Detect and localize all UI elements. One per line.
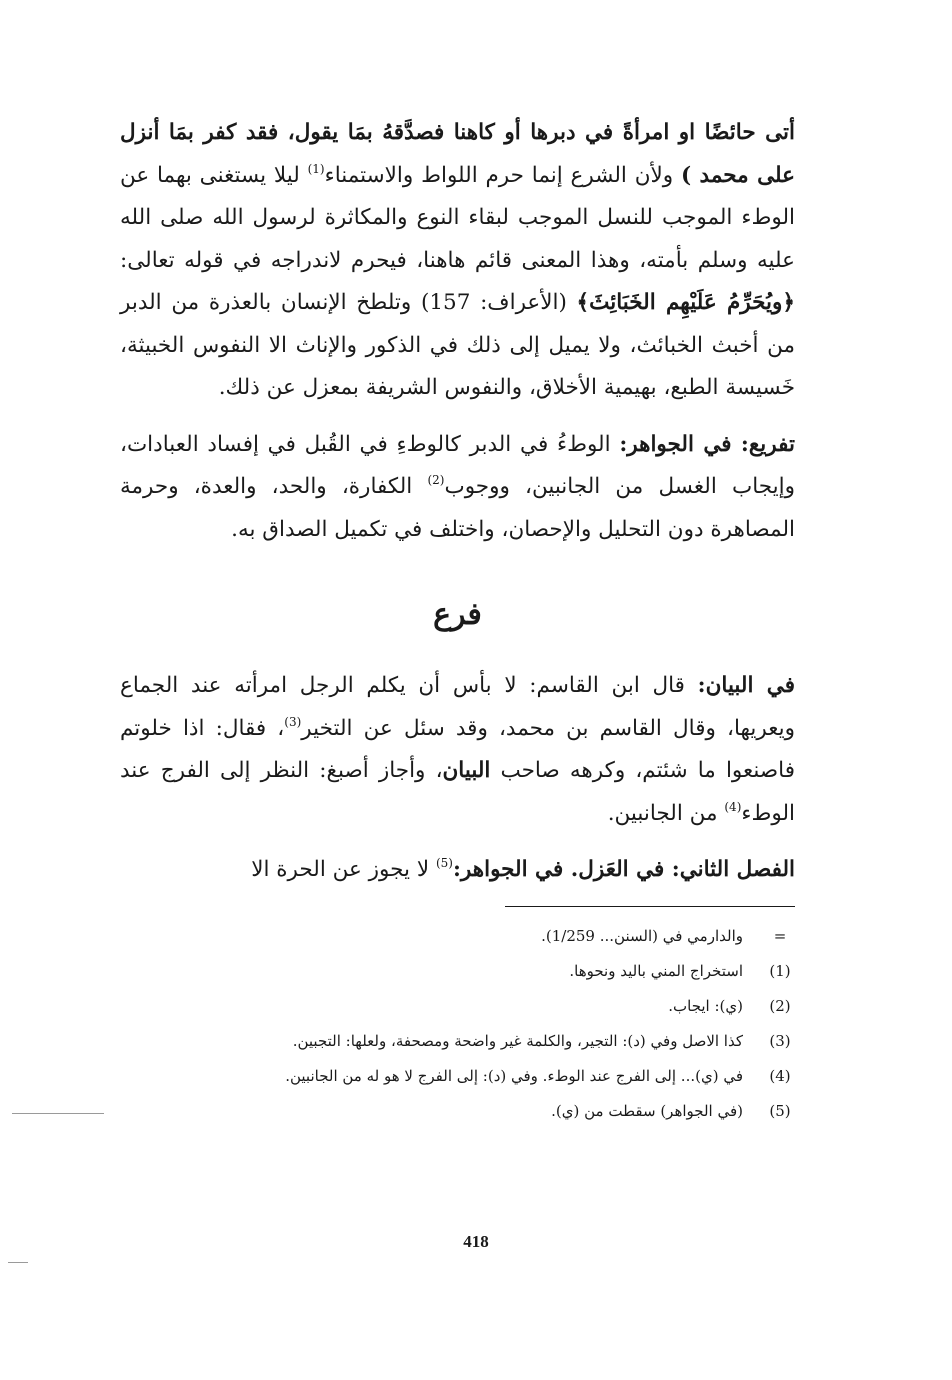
scan-margin-mark <box>8 1262 28 1263</box>
footnote-mark: (1) <box>769 961 791 980</box>
text: لا يجوز عن الحرة الا <box>251 857 436 882</box>
paragraph-1 <box>120 112 795 410</box>
footnote-ref-3[interactable]: (3) <box>284 714 302 729</box>
footnote-text: والدارمي في (السنن... 1/259). <box>541 926 743 945</box>
source-name: البيان <box>442 758 491 783</box>
footnote-mark: (5) <box>769 1101 791 1120</box>
footnote-item <box>120 1059 795 1094</box>
page-body <box>120 112 795 1129</box>
chapter-label: الفصل الثاني: في العَزل. في الجواهر: <box>452 857 795 882</box>
text: ، فقال: اذا خلوتم فاصنعوا ما شئتم، وكرهه صاحب <box>120 715 795 783</box>
source-label: في البيان: <box>697 673 795 698</box>
footnote-text: (ي): ايجاب. <box>668 996 743 1015</box>
text: الوطءُ في الدبر كالوطءِ في القُبل في إفساد العبادات، وإيجاب الغسل من الجانبين، ووجوب <box>120 431 795 499</box>
footnote-list <box>120 919 795 1129</box>
footnote-mark: (3) <box>769 1031 791 1050</box>
paragraph-3 <box>120 665 795 835</box>
paragraph-4 <box>120 849 795 892</box>
text: الكفارة، والحد، والعدة، وحرمة المصاهرة دون التحليل والإحصان، واختلف في تكميل الصداق به. <box>120 474 795 542</box>
footnote-ref-5[interactable]: (5) <box>435 856 453 870</box>
text: من الجانبين. <box>607 800 725 826</box>
footnote-item <box>120 1024 795 1059</box>
footnote-separator <box>505 906 795 907</box>
footnote-item <box>120 919 795 954</box>
footnote-ref-2[interactable]: (2) <box>427 473 445 487</box>
quran-verse: ﴿ويُحَرِّمُ عَلَيْهِم الخَبَائِثَ﴾ <box>576 290 795 315</box>
text: وتلطخ الإنسان بالعذرة من الدبر من أخبث الخبائث، ولا يميل إلى ذلك في الذكور والإناث الا النفوس الخبيثة، خَسيسة الطبع، بهيمية الأخلاق، والنفوس الشريفة بمعزل عن ذلك. <box>120 290 795 400</box>
scan-margin-mark <box>12 1113 104 1114</box>
footnote-ref-1[interactable]: (1) <box>307 161 325 176</box>
text: قال ابن القاسم: لا بأس أن يكلم الرجل امرأته عند الجماع ويعريها، وقال القاسم بن محمد، وقد سئل عن التخير <box>120 673 795 741</box>
hadith-end: أتى حائضًا او امرأةً في دبرها أو كاهنا فصدَّقهُ بمَا يقول، فقد كفر بمَا أنزل على محمد ) <box>120 120 795 188</box>
footnote-mark: = <box>773 926 787 945</box>
footnote-text: استخراج المني باليد ونحوها. <box>569 961 743 980</box>
text: ليلا يستغنى بهما عن الوطء الموجب للنسل الموجب لبقاء النوع والمكاثرة لرسول الله صلى الله عليه وسلم بأمته، وهذا المعنى قائم هاهنا، فيحرم لاندراجه في قوله تعالى: <box>120 162 795 273</box>
section-label: تفريع: في الجواهر: <box>619 431 795 457</box>
footnote-mark: (2) <box>769 996 791 1015</box>
footnote-item <box>120 989 795 1024</box>
footnote-text: في (ي)... إلى الفرج عند الوطء. وفي (د): إلى الفرج لا هو له من الجانبين. <box>285 1066 743 1085</box>
footnote-item <box>120 954 795 989</box>
footnote-text: كذا الاصل وفي (د): التجير، والكلمة غير واضحة ومصحفة، ولعلها: التجبين. <box>292 1031 743 1050</box>
paragraph-2 <box>120 424 795 552</box>
verse-citation: (الأعراف: 157) <box>411 290 577 315</box>
section-heading: فرع <box>433 597 482 632</box>
footnote-mark: (4) <box>769 1066 791 1085</box>
footnote-ref-4[interactable]: (4) <box>724 799 742 814</box>
footnote-text: (في الجواهر) سقطت من (ي). <box>551 1101 743 1120</box>
text: ، وأجاز أصبغ: النظر إلى الفرج عند الوطء <box>120 758 795 826</box>
text: ولأن الشرع إنما حرم اللواط والاستمناء <box>324 162 681 188</box>
page-number: 418 <box>463 1232 489 1251</box>
footnote-item <box>120 1094 795 1129</box>
